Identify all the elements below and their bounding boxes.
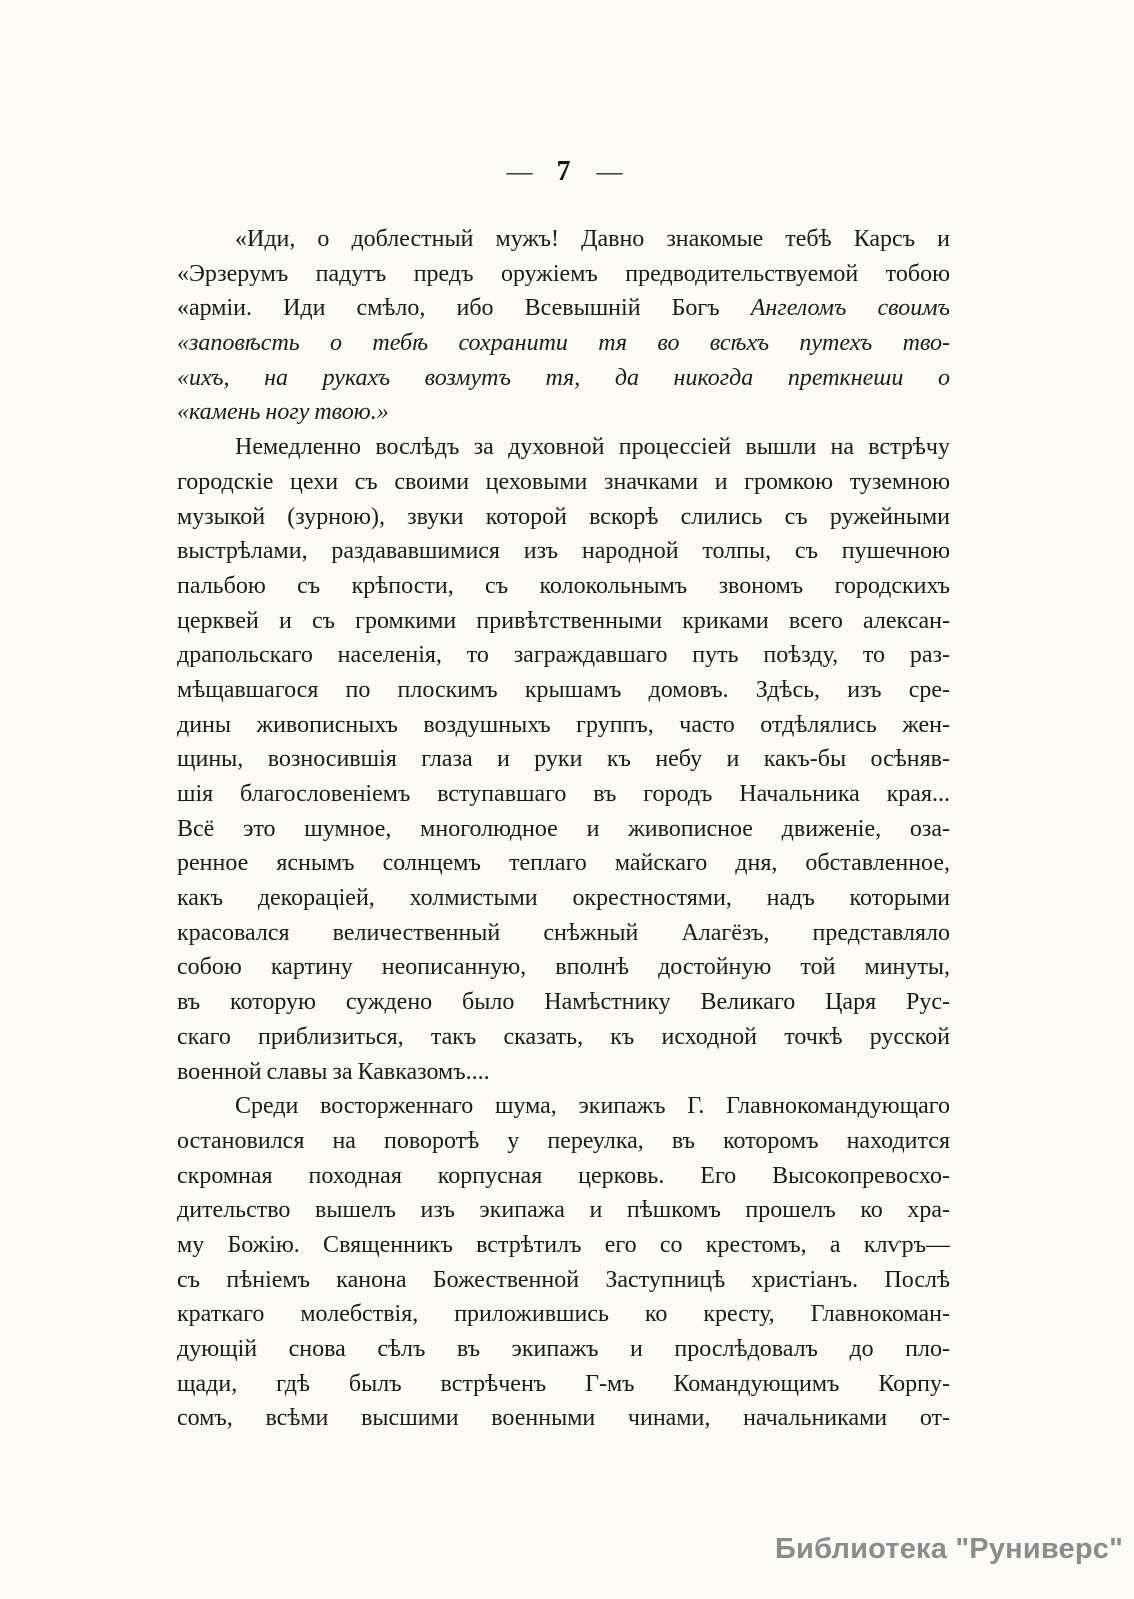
text-run: щины, возносившія глаза и руки къ небу и какъ-бы осѣняв- bbox=[177, 746, 950, 773]
text-run: «Иди, о доблестный мужъ! Давно знакомые тебѣ Карсъ и bbox=[235, 226, 950, 252]
text-run: сомъ, всѣми высшими военными чинами, начальниками от- bbox=[177, 1405, 950, 1432]
text-line bbox=[177, 569, 950, 604]
text-run: дительство вышелъ изъ экипажа и пѣшкомъ прошелъ ко хра- bbox=[177, 1197, 950, 1224]
text-run: военной славы за Кавказомъ.... bbox=[177, 1058, 490, 1085]
text-line bbox=[177, 430, 950, 465]
text-line bbox=[177, 1332, 950, 1367]
text-run: дины живописныхъ воздушныхъ группъ, часто отдѣлялись жен- bbox=[177, 711, 950, 738]
text-line bbox=[177, 881, 950, 916]
text-line bbox=[177, 465, 950, 500]
text-run: въ которую суждено было Намѣстнику Великаго Царя Рус- bbox=[177, 989, 950, 1016]
text-line bbox=[177, 257, 950, 292]
italic-text-run: Ангеломъ своимъ bbox=[750, 295, 950, 322]
text-run: му Божію. Священникъ встрѣтилъ его со крестомъ, а клѵръ— bbox=[177, 1231, 950, 1258]
text-line bbox=[177, 638, 950, 673]
italic-text-run: «заповѣсть о тебѣ сохранити тя во всѣхъ путехъ тво- bbox=[177, 330, 950, 357]
text-run: дующій снова сѣлъ въ экипажъ и прослѣдовалъ до пло- bbox=[177, 1336, 950, 1362]
page-number: 7 bbox=[556, 156, 571, 187]
text-line bbox=[177, 534, 950, 569]
text-line bbox=[177, 916, 950, 951]
text-run: «арміи. Иди смѣло, ибо Всевышній Богъ bbox=[177, 295, 751, 322]
header-dash-right: — bbox=[596, 157, 621, 186]
text-line bbox=[177, 604, 950, 639]
page-header bbox=[177, 156, 950, 188]
text-line bbox=[177, 500, 950, 535]
text-run: мѣщавшагося по плоскимъ крышамъ домовъ. Здѣсь, изъ сре- bbox=[177, 676, 950, 703]
text-line bbox=[177, 742, 950, 777]
text-run: драпольскаго населенія, то заграждавшаго путь поѣзду, то раз- bbox=[177, 642, 950, 669]
text-run: Всё это шумное, многолюдное и живописное движеніе, оза- bbox=[177, 815, 950, 842]
text-run: остановился на поворотѣ у переулка, въ которомъ находится bbox=[177, 1127, 950, 1154]
text-line bbox=[177, 326, 950, 361]
text-run: Немедленно вослѣдъ за духовной процессіей вышли на встрѣчу bbox=[235, 434, 950, 461]
text-line bbox=[177, 1159, 950, 1194]
text-line bbox=[177, 1367, 950, 1402]
text-run: какъ декораціей, холмистыми окрестностями, надъ которыми bbox=[177, 885, 950, 912]
text-line bbox=[177, 1089, 950, 1124]
text-line bbox=[177, 1263, 950, 1298]
library-watermark: Библиотека "Руниверс" bbox=[775, 1533, 1124, 1565]
text-run: краткаго молебствія, приложившись ко кресту, Главнокоман- bbox=[177, 1301, 950, 1328]
page-text-block bbox=[177, 222, 950, 1436]
text-run: скаго приблизиться, такъ сказать, къ исходной точкѣ русской bbox=[177, 1023, 950, 1050]
italic-text-run: «ихъ, на рукахъ возмутъ тя, да никогда преткнеши о bbox=[177, 364, 950, 391]
text-line bbox=[177, 222, 950, 257]
text-run: красовался величественный снѣжный Алагёзъ, представляло bbox=[177, 919, 950, 946]
text-line bbox=[177, 361, 950, 396]
text-run: Среди восторженнаго шума, экипажъ Г. Главнокомандующаго bbox=[235, 1093, 950, 1120]
text-run: съ пѣніемъ канона Божественной Заступницѣ христіанъ. Послѣ bbox=[177, 1266, 950, 1293]
text-line bbox=[177, 1228, 950, 1263]
text-line bbox=[177, 673, 950, 708]
text-run: собою картину неописанную, вполнѣ достойную той минуты, bbox=[177, 954, 950, 981]
text-line bbox=[177, 1124, 950, 1159]
text-run: выстрѣлами, раздававшимися изъ народной толпы, съ пушечною bbox=[177, 538, 950, 565]
text-line bbox=[177, 777, 950, 812]
text-line bbox=[177, 1193, 950, 1228]
text-line bbox=[177, 1401, 950, 1436]
text-run: пальбою съ крѣпости, съ колокольнымъ звономъ городскихъ bbox=[177, 572, 950, 599]
italic-text-run: «камень ногу твою.» bbox=[177, 399, 389, 426]
text-run: городскіе цехи съ своими цеховыми значками и громкою туземною bbox=[177, 468, 950, 495]
text-run: церквей и съ громкими привѣтственными криками всего алексан- bbox=[177, 607, 950, 634]
text-line bbox=[177, 846, 950, 881]
text-line bbox=[177, 395, 950, 430]
text-line bbox=[177, 1020, 950, 1055]
text-run: ренное яснымъ солнцемъ теплаго майскаго дня, обставленное, bbox=[177, 850, 950, 877]
text-line bbox=[177, 291, 950, 326]
text-run: музыкой (зурною), звуки которой вскорѣ слились съ ружейными bbox=[177, 503, 950, 530]
text-run: шія благословеніемъ вступавшаго въ городъ Начальника края... bbox=[177, 781, 950, 807]
header-dash-left: — bbox=[506, 157, 531, 186]
text-line bbox=[177, 708, 950, 743]
text-line bbox=[177, 950, 950, 985]
text-run: «Эрзерумъ падутъ предъ оружіемъ предводительствуемой тобою bbox=[177, 260, 950, 287]
text-line bbox=[177, 1297, 950, 1332]
text-line bbox=[177, 812, 950, 847]
text-line bbox=[177, 1055, 950, 1090]
text-line bbox=[177, 985, 950, 1020]
text-run: щади, гдѣ былъ встрѣченъ Г-мъ Командующимъ Корпу- bbox=[177, 1370, 950, 1397]
text-run: скромная походная корпусная церковь. Его Высокопревосхо- bbox=[177, 1162, 950, 1189]
